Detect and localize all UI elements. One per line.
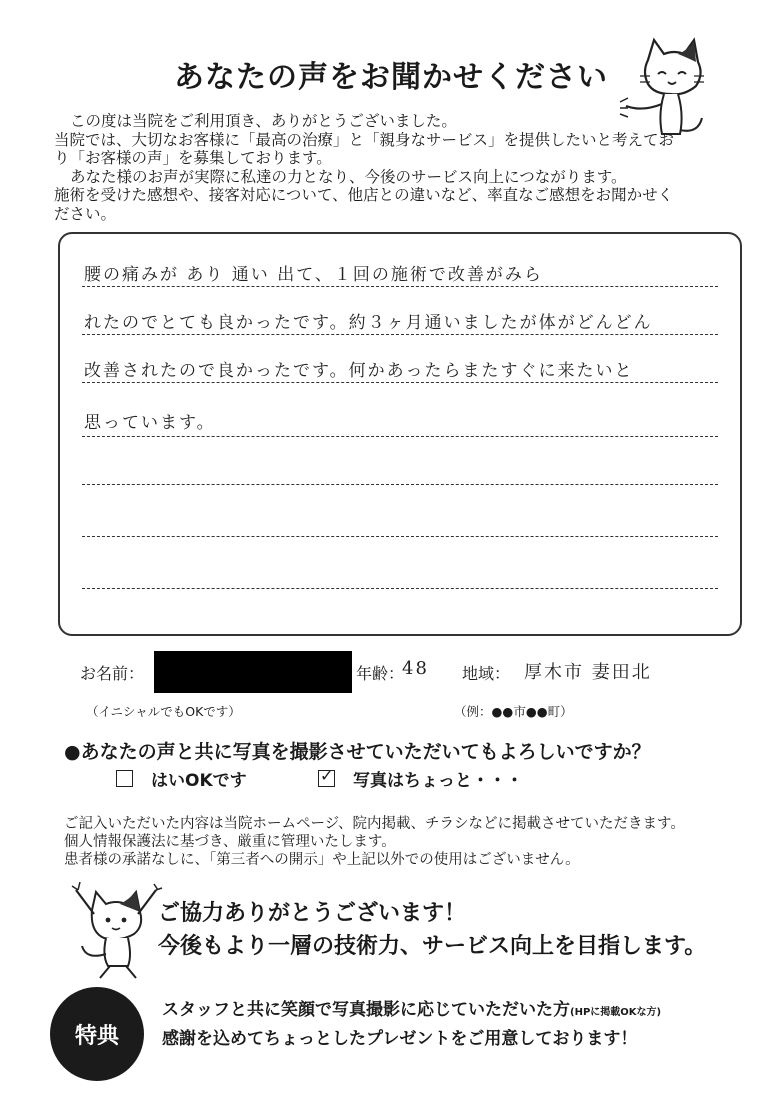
- check-mark-icon: ✓: [320, 766, 334, 785]
- region-label: 地域：: [462, 664, 511, 683]
- bonus-text: [162, 997, 661, 1052]
- bonus-line: スタッフと共に笑顔で写真撮影に応じていただいた方: [162, 1000, 570, 1020]
- age-value[interactable]: 48: [402, 658, 429, 679]
- privacy-notice: [64, 815, 744, 869]
- ruled-line: [82, 536, 718, 537]
- ruled-line: [82, 286, 718, 287]
- intro-line: 当院では、大切なお客様に「最高の治療」と「親身なサービス」を提供したいと考えてお: [54, 130, 675, 149]
- notice-line: ご記入いただいた内容は当院ホームページ、院内掲載、チラシなどに掲載させていただきます。: [64, 816, 685, 832]
- thanks-line: ご協力ありがとうございます！: [158, 901, 467, 926]
- no-checkbox[interactable]: [318, 766, 335, 787]
- ruled-line: [82, 588, 718, 589]
- option-no-label: 写真はちょっと・・・: [353, 771, 523, 791]
- page-title: あなたの声をお聞かせください: [174, 60, 608, 95]
- comment-line: れたのでとても良かったです。約３ヶ月通いましたが体がどんどん: [84, 313, 653, 333]
- ruled-line: [82, 382, 718, 383]
- ruled-line: [82, 334, 718, 335]
- ruled-line: [82, 484, 718, 485]
- bonus-note: (HPに掲載OKな方): [570, 1007, 662, 1018]
- name-redaction: [154, 651, 352, 693]
- thanks-line: 今後もより一層の技術力、サービス向上を目指します。: [158, 934, 707, 959]
- yes-checkbox[interactable]: [116, 770, 133, 787]
- comment-line: 腰の痛みが あり 通い 出て、１回の施術で改善がみら: [84, 265, 543, 285]
- option-yes[interactable]: [116, 766, 247, 791]
- bonus-badge: 特典: [50, 987, 144, 1081]
- comment-box[interactable]: [58, 232, 742, 636]
- intro-line: この度は当院をご利用頂き、ありがとうございました。: [70, 112, 457, 130]
- intro-text: [54, 112, 744, 223]
- ruled-line: [82, 436, 718, 437]
- comment-line: 改善されたので良かったです。何かあったらまたすぐに来たいと: [84, 361, 634, 381]
- thanks-message: [158, 897, 706, 963]
- notice-line: 個人情報保護法に基づき、厳重に管理いたします。: [64, 834, 396, 850]
- comment-line: 思っています。: [84, 413, 216, 433]
- option-no[interactable]: [318, 766, 523, 791]
- name-note: （イニシャルでもOKです）: [86, 704, 241, 719]
- intro-line: 施術を受けた感想や、接客対応について、他店との違いなど、率直なご感想をお聞かせく: [54, 186, 674, 204]
- option-yes-label: はいOKです: [151, 771, 247, 791]
- region-value[interactable]: 厚木市 妻田北: [524, 662, 652, 683]
- intro-line: あなた様のお声が実際に私達の力となり、今後のサービス向上につながります。: [70, 167, 627, 186]
- photo-question: ●あなたの声と共に写真を撮影させていただいてもよろしいですか？: [64, 741, 651, 763]
- cat-jumping-icon: [70, 880, 165, 980]
- region-note: （例：●●市●●町）: [454, 704, 573, 719]
- name-label: お名前：: [80, 664, 145, 683]
- intro-line: ださい。: [54, 204, 117, 223]
- notice-line: 患者様の承諾なしに、「第三者への開示」や上記以外での使用はございません。: [64, 852, 580, 868]
- age-label: 年齢：: [356, 664, 405, 683]
- bonus-line: 感謝を込めてちょっとしたプレゼントをご用意しております！: [162, 1029, 638, 1049]
- intro-line: り「お客様の声」を募集しております。: [54, 149, 332, 167]
